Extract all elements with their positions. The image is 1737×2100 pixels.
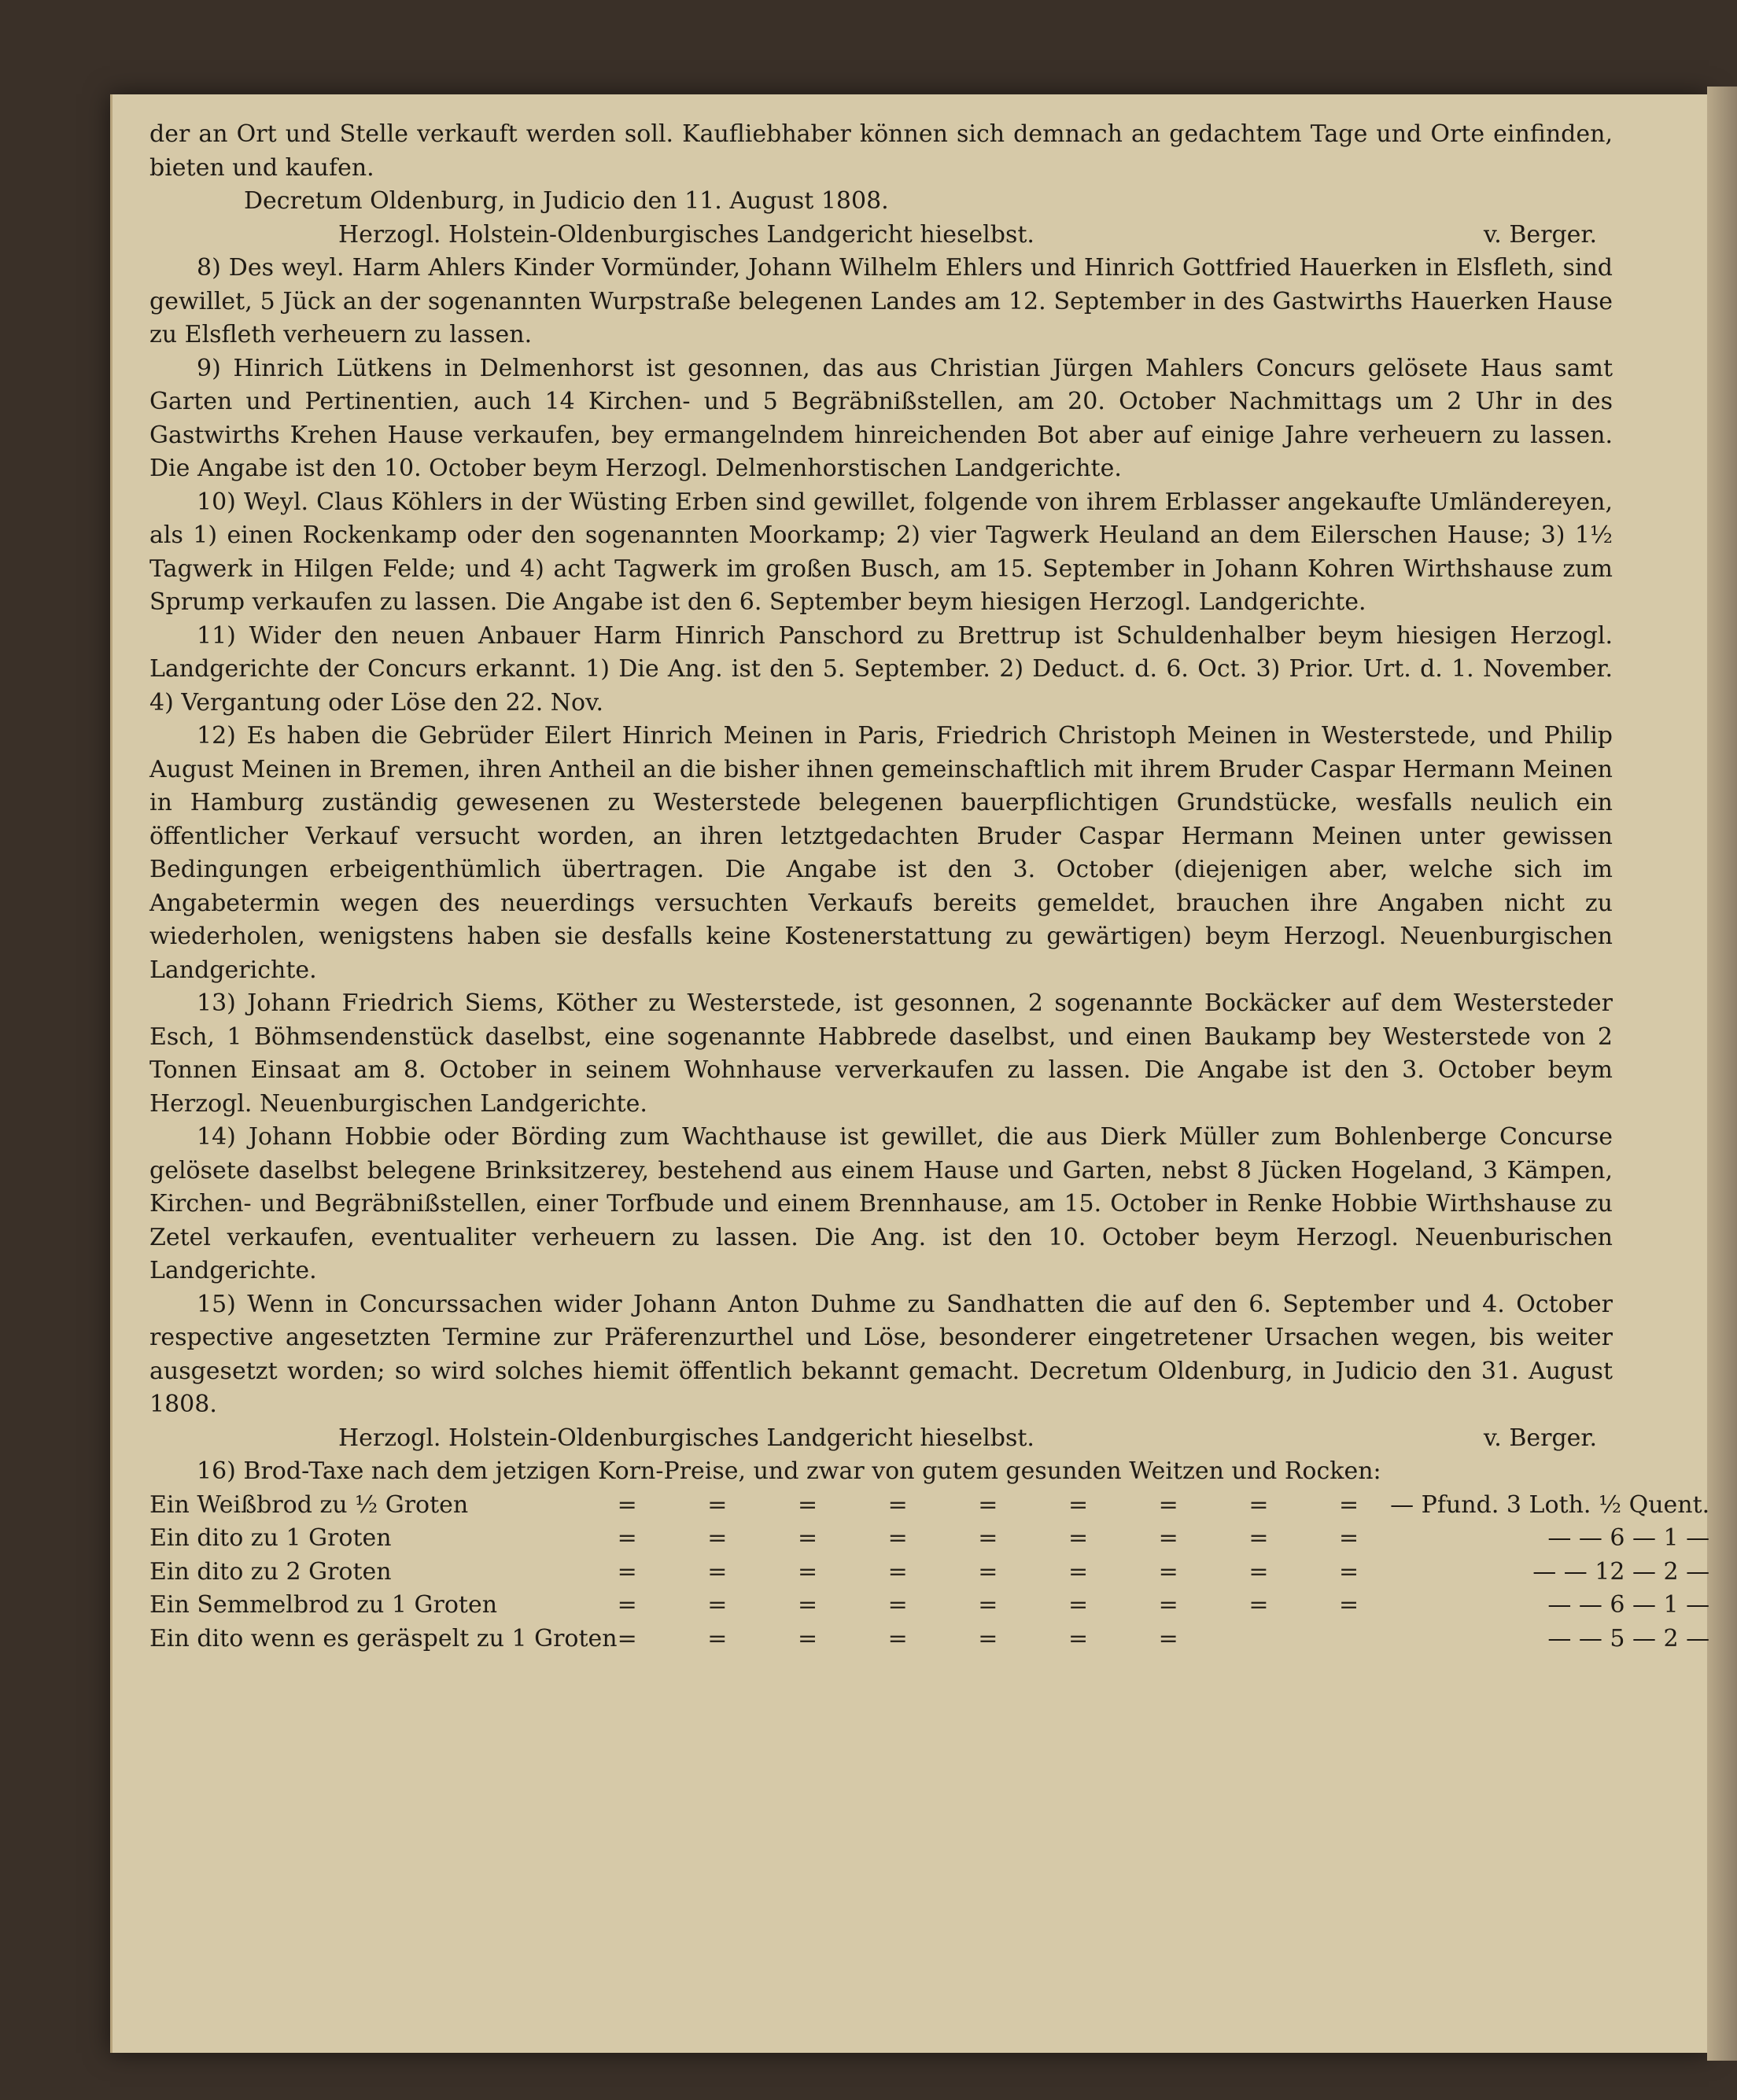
entry-15: 15) Wenn in Concurssachen wider Johann Anton Duhme zu Sandhatten die auf den 6. September und 4. October respective angesetzten Termine zur Präferenzurthel und Löse, besonderer eingetretener Ursachen wegen, bis weiter ausgesetzt worden; so wird solches hiemit öffentlich bekannt gemacht. Decretum Oldenburg, in Judicio den 31. August 1808. (149, 1290, 1613, 1418)
entry-12: 12) Es haben die Gebrüder Eilert Hinrich Meinen in Paris, Friedrich Christoph Meinen in Westerstede, und Philip August Meinen in Bremen, ihren Antheil an die bisher ihnen gemeinschaftlich mit ihrem Bruder Caspar Hermann Meinen in Hamburg zuständig gewesenen zu Westerstede belegenen bauerpflichtigen Grundstücke, wesfalls neulich ein öffentlicher Verkauf versucht worden, an ihren letztgedachten Bruder Caspar Hermann Meinen unter gewissen Bedingungen erbeigenthümlich übertragen. Die Angabe ist den 3. October (diejenigen aber, welche sich im Angabetermin wegen des neuerdings versuchten Verkaufs bereits gemeldet, brauchen ihre Angaben nicht zu wiederholen, wenigstens haben sie desfalls keine Kostenerstattung zu gewärtigen) beym Herzogl. Neuenburgischen Landgerichte. (149, 722, 1613, 984)
entry-14: 14) Johann Hobbie oder Börding zum Wachthause ist gewillet, die aus Dierk Müller zum Bohlenberge Concurse gelösete daselbst belegene Brinksitzerey, bestehend aus einem Hause und Garten, nebst 8 Jücken Hogeland, 3 Kämpen, Kirchen- und Begräbnißstellen, einer Torfbude und einem Brennhause, am 15. October in Renke Hobbie Wirthshause zu Zetel verkaufen, eventualiter verheuern zu lassen. Die Ang. ist den 10. October beym Herzogl. Neuenburischen Landgerichte. (149, 1123, 1613, 1284)
price-dots: = = = = = = = = = (617, 1490, 1391, 1519)
table-row (149, 1589, 1725, 1623)
price-qty: — — 6 — 1 — (1547, 1524, 1710, 1552)
paragraph-p1: der an Ort und Stelle verkauft werden soll. Kaufliebhaber können sich demnach an gedachtem Tage und Orte einfinden, bieten und kaufen. (149, 120, 1613, 182)
price-qty: — — 12 — 2 — (1532, 1557, 1710, 1586)
entry-10: 10) Weyl. Claus Köhlers in der Wüsting Erben sind gewillet, folgende von ihrem Erblasser angekaufte Umländereyen, als 1) einen Rockenkamp oder den sogenannten Moorkamp; 2) vier Tagwerk Heuland an dem Eilerschen Hause; 3) 1½ Tagwerk in Hilgen Felde; und 4) acht Tagwerk im großen Busch, am 15. September in Johann Kohren Wirthshause zum Sprump verkaufen zu lassen. Die Angabe ist den 6. September beym hiesigen Herzogl. Landgerichte. (149, 488, 1613, 616)
price-item: Ein Semmelbrod zu 1 Groten (149, 1591, 498, 1619)
price-item: Ein dito zu 2 Groten (149, 1557, 392, 1586)
document-body (149, 118, 1710, 1656)
table-row (149, 1489, 1725, 1523)
paragraph-decree: Decretum Oldenburg, in Judicio den 11. August 1808. (244, 187, 889, 215)
page-edge (1707, 87, 1737, 2061)
signature-court: Herzogl. Holstein-Oldenburgisches Landgericht hieselbst. (338, 220, 1034, 249)
price-item: Ein dito wenn es geräspelt zu 1 Groten (149, 1624, 618, 1652)
table-row (149, 1556, 1725, 1590)
table-row (149, 1623, 1725, 1656)
entry-11: 11) Wider den neuen Anbauer Harm Hinrich Panschord zu Brettrup ist Schuldenhalber beym hiesigen Herzogl. Landgerichte der Concurs erkannt. 1) Die Ang. ist den 5. September. 2) Deduct. d. 6. Oct. 3) Prior. Urt. d. 1. November. 4) Vergantung oder Löse den 22. Nov. (149, 621, 1613, 717)
signature-court: Herzogl. Holstein-Oldenburgisches Landgericht hieselbst. (338, 1424, 1034, 1452)
price-dots: = = = = = = = (617, 1624, 1210, 1652)
entry-13: 13) Johann Friedrich Siems, Köther zu Westerstede, ist gesonnen, 2 sogenannte Bockäcker auf dem Westersteder Esch, 1 Böhmsendenstück daselbst, eine sogenannte Habbrede daselbst, und einen Baukamp bey Westerstede von 2 Tonnen Einsaat am 8. October in seinem Wohnhause ververkaufen zu lassen. Die Angabe ist den 3. October beym Herzogl. Neuenburgischen Landgerichte. (149, 989, 1613, 1118)
table-row (149, 1522, 1725, 1556)
price-dots: = = = = = = = = = (617, 1557, 1391, 1586)
price-dots: = = = = = = = = = (617, 1591, 1391, 1619)
entry-9: 9) Hinrich Lütkens in Delmenhorst ist gesonnen, das aus Christian Jürgen Mahlers Concurs gelösete Haus samt Garten und Pertinentien, auch 14 Kirchen- und 5 Begräbnißstellen, am 20. October Nachmittags um 2 Uhr in des Gastwirths Krehen Hause verkaufen, bey ermangelndem hinreichenden Bot aber auf einige Jahre verheuern zu lassen. Die Angabe ist den 10. October beym Herzogl. Delmenhorstischen Landgerichte. (149, 354, 1613, 482)
signature-2 (149, 1422, 1613, 1456)
price-intro: 16) Brod-Taxe nach dem jetzigen Korn-Preise, und zwar von gutem gesunden Weitzen und Rocken: (197, 1457, 1381, 1485)
bread-price-table (149, 1489, 1725, 1656)
price-qty: — — 6 — 1 — (1547, 1591, 1710, 1619)
signature-1 (149, 219, 1613, 252)
signature-name: v. Berger. (1483, 1424, 1597, 1452)
price-dots: = = = = = = = = = (617, 1524, 1391, 1552)
price-item: Ein dito zu 1 Groten (149, 1524, 392, 1552)
price-item: Ein Weißbrod zu ½ Groten (149, 1490, 469, 1519)
signature-name: v. Berger. (1483, 220, 1597, 249)
price-header: — Pfund. 3 Loth. ½ Quent. (1390, 1490, 1710, 1519)
entry-8: 8) Des weyl. Harm Ahlers Kinder Vormünder, Johann Wilhelm Ehlers und Hinrich Gottfried Hauerken in Elsfleth, sind gewillet, 5 Jück an der sogenannten Wurpstraße belegenen Landes am 12. September in des Gastwirths Hauerken Hause zu Elsfleth verheuern zu lassen. (149, 254, 1613, 348)
price-qty: — — 5 — 2 — (1547, 1624, 1710, 1652)
